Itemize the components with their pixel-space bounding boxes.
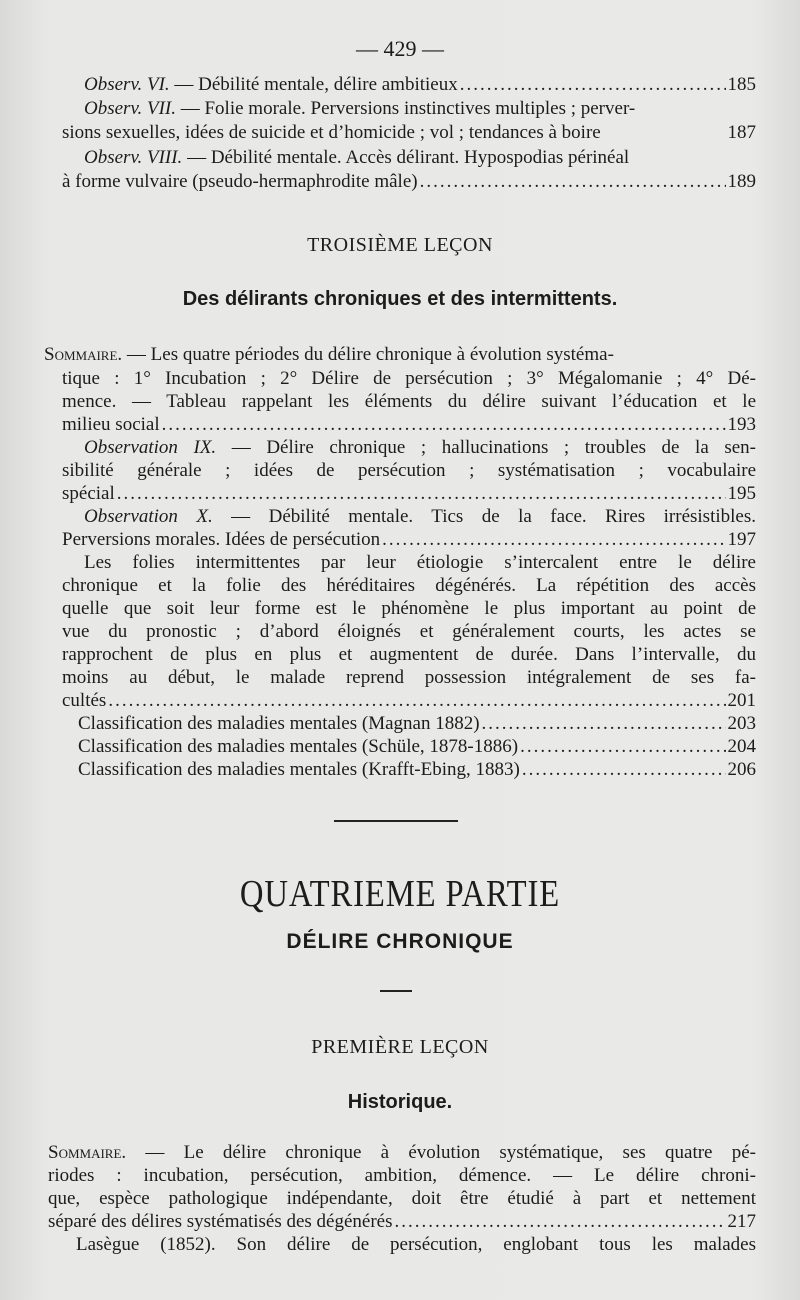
observation-label: Observ. VI.: [84, 74, 170, 95]
entry-text: milieu social: [62, 414, 160, 435]
page-ref: 204: [727, 736, 756, 757]
observation-label: Observation X.: [84, 506, 213, 527]
page-ref: 185: [727, 74, 756, 95]
entry-text: — Débilité mentale. Accès délirant. Hypospodias périnéal: [182, 147, 630, 168]
summary-text: — Les quatre périodes du délire chronique à évolution systéma-: [122, 344, 614, 365]
section-divider: [334, 820, 458, 822]
toc-entry-continuation: sibilité générale ; idées de persécution ; systématisation ; vocabulaire: [62, 460, 756, 481]
paragraph-line: [62, 690, 756, 712]
entry-text: à forme vulvaire (pseudo-hermaphrodite mâle): [62, 171, 418, 192]
paragraph-line: Lasègue (1852). Son délire de persécution, englobant tous les malades: [76, 1234, 756, 1255]
page-ref: 187: [727, 122, 756, 143]
toc-entry-continuation: [62, 483, 756, 505]
entry-text: Classification des maladies mentales (Magnan 1882): [78, 713, 480, 734]
part-subtitle: DÉLIRE CHRONIQUE: [286, 930, 514, 953]
summary-line: que, espèce pathologique indépendante, doit être étudié à part et nettement: [48, 1188, 756, 1209]
toc-entry: [84, 437, 756, 459]
entry-text: — Débilité mentale, délire ambitieux: [169, 74, 458, 95]
paragraph-line: vue du pronostic ; d’abord éloignés et généralement courts, les actes se: [62, 621, 756, 642]
entry-text: spécial: [62, 483, 115, 504]
lecon-heading: TROISIÈME LEÇON: [307, 234, 493, 256]
leader-dots: [117, 483, 726, 505]
toc-entry: [78, 713, 756, 735]
toc-entry-continuation: [62, 171, 756, 193]
page-ref: 189: [727, 171, 756, 192]
summary-line: [62, 414, 756, 436]
leader-dots: [162, 414, 726, 436]
summary-text: — Le délire chronique à évolution systématique, ses quatre pé-: [126, 1142, 756, 1163]
paragraph-line: moins au début, le malade reprend possession intégralement de ses fa-: [62, 667, 756, 688]
leader-dots: [522, 759, 726, 781]
toc-entry-continuation: [62, 529, 756, 551]
observation-label: Observ. VII.: [84, 98, 176, 119]
paragraph-line: Les folies intermittentes par leur étiologie s’intercalent entre le délire: [84, 552, 756, 573]
leader-dots: [382, 529, 725, 551]
page-ref: 197: [727, 529, 756, 550]
summary-line: [48, 1211, 756, 1233]
entry-text: — Délire chronique ; hallucinations ; troubles de la sen-: [216, 437, 756, 458]
toc-entry: [78, 759, 756, 781]
toc-entry: [84, 147, 756, 169]
observation-label: Observ. VIII.: [84, 147, 183, 168]
summary-line: [48, 1142, 756, 1164]
page-ref: 203: [727, 713, 756, 734]
leader-dots: [108, 690, 725, 712]
page-ref: 195: [727, 483, 756, 504]
entry-text: Classification des maladies mentales (Krafft-Ebing, 1883): [78, 759, 520, 780]
toc-entry: [84, 506, 756, 528]
entry-text: séparé des délires systématisés des dégénérés: [48, 1211, 393, 1232]
toc-entry: [78, 736, 756, 758]
page-ref: 201: [727, 690, 756, 711]
toc-entry: [84, 74, 756, 96]
leader-dots: [482, 713, 726, 735]
lecon-heading: PREMIÈRE LEÇON: [311, 1036, 489, 1058]
entry-text: — Folie morale. Perversions instinctives multiples ; perver-: [175, 98, 636, 119]
entry-text: Perversions morales. Idées de persécution: [62, 529, 381, 550]
page-ref: 217: [727, 1211, 756, 1232]
entry-text: — Débilité mentale. Tics de la face. Rires irrésistibles.: [212, 506, 756, 527]
paragraph-line: quelle que soit leur forme est le phénomène le plus important au point de: [62, 598, 756, 619]
summary-line: riodes : incubation, persécution, ambition, démence. — Le délire chroni-: [48, 1165, 756, 1186]
leader-dots: [420, 171, 726, 193]
entry-text: sions sexuelles, idées de suicide et d’homicide ; vol ; tendances à boire: [62, 122, 601, 143]
toc-entry-continuation: [62, 122, 756, 144]
summary-line: tique : 1° Incubation ; 2° Délire de persécution ; 3° Mégalomanie ; 4° Dé-: [62, 368, 756, 389]
lecon-title: Historique.: [347, 1091, 453, 1113]
toc-entry: [84, 98, 756, 120]
summary-label: Sommaire.: [48, 1142, 127, 1163]
page-ref: 206: [727, 759, 756, 780]
leader-dots: [520, 736, 725, 758]
paragraph-line: rapprochent de plus en plus et augmentent de durée. Dans l’intervalle, du: [62, 644, 756, 665]
leader-dots: [395, 1211, 726, 1233]
entry-text: cultés: [62, 690, 107, 711]
summary-label: Sommaire.: [44, 344, 123, 365]
lecon-title: Des délirants chroniques et des intermittents.: [182, 288, 618, 310]
short-divider: [380, 990, 412, 992]
paragraph-line: chronique et la folie des héréditaires dégénérés. La répétition des accès: [62, 575, 756, 596]
entry-text: Classification des maladies mentales (Schüle, 1878-1886): [78, 736, 519, 757]
leader-dots: [460, 74, 726, 96]
summary-line: mence. — Tableau rappelant les éléments du délire suivant l’éducation et le: [62, 391, 756, 412]
page-ref: 193: [727, 414, 756, 435]
page-number: — 429 —: [356, 36, 444, 61]
observation-label: Observation IX.: [84, 437, 217, 458]
part-title: QUATRIEME PARTIE: [239, 873, 561, 915]
summary-line: [44, 344, 756, 366]
